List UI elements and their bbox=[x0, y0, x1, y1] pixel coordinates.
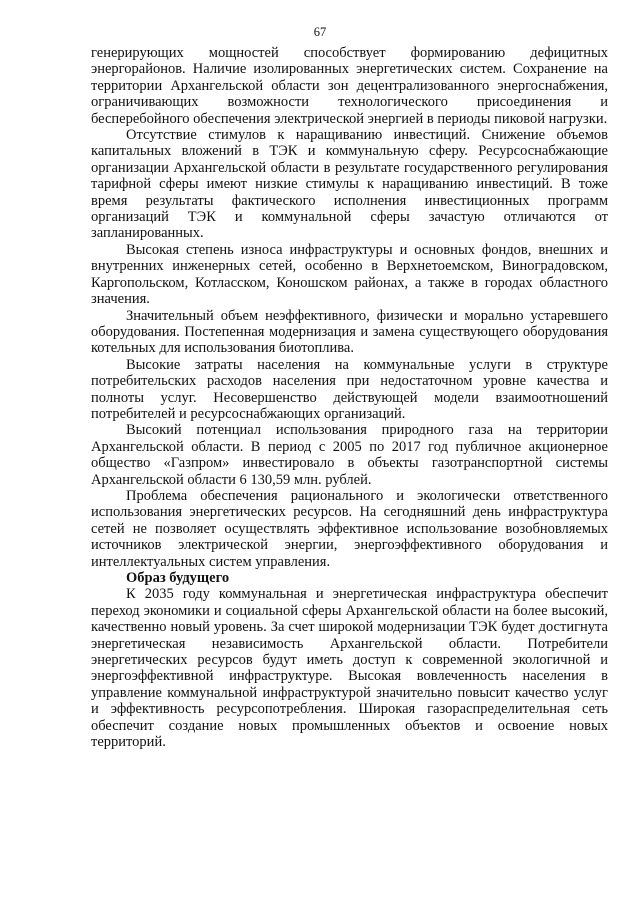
paragraph: Высокие затраты населения на коммунальные услуги в структуре потребительских расходов населения при недостаточном уровне качества и полноты услуг. Несовершенство действующей модели взаимоотношений потребителей и ресурсоснабжающих организаций. bbox=[91, 356, 608, 422]
page-number: 67 bbox=[313, 25, 327, 39]
section-paragraph: К 2035 году коммунальная и энергетическая инфраструктура обеспечит переход экономики и социальной сферы Архангельской области на более высокий, качественно новый уровень. За счет широкой модернизации ТЭК будет достигнута энергетическая независимость Архангельской области. Потребители энергетических ресурсов будут иметь доступ к современной экологичной и энергоэффективной инфраструктуре. Высокая вовлеченность населения в управление коммунальной инфраструктурой значительно повысит качество услуг и эффективность ресурсопотребления. Широкая газораспределительная сеть обеспечит создание новых промышленных объектов и освоение новых территорий. bbox=[91, 586, 608, 751]
paragraph: Высокий потенциал использования природного газа на территории Архангельской области. В период с 2005 по 2017 год публичное акционерное общество «Газпром» инвестировало в объекты газотранспортной системы Архангельской области 6 130,59 млн. рублей. bbox=[91, 422, 608, 488]
section-heading: Образ будущего bbox=[126, 570, 230, 586]
document-body bbox=[91, 45, 608, 750]
paragraph: Отсутствие стимулов к наращиванию инвестиций. Снижение объемов капитальных вложений в ТЭК и коммунальную сферу. Ресурсоснабжающие организации Архангельской области в результате государственного регулирования тарифной сферы имеют низкие стимулы к наращиванию инвестиций. В тоже время результаты фактического исполнения инвестиционных программ организаций ТЭК и коммунальной сферы зачастую отличаются от запланированных. bbox=[91, 127, 608, 242]
paragraph: Высокая степень износа инфраструктуры и основных фондов, внешних и внутренних инженерных сетей, особенно в Верхнетоемском, Виноградовском, Каргопольском, Котласском, Коношском районах, а также в городах областного значения. bbox=[91, 241, 608, 308]
paragraph: Значительный объем неэффективного, физически и морально устаревшего оборудования. Постепенная модернизация и замена существующего оборудования котельных для использования биотоплива. bbox=[91, 307, 608, 357]
paragraph-continued: генерирующих мощностей способствует формированию дефицитных энергорайонов. Наличие изолированных энергетических систем. Сохранение на территории Архангельской области зон децентрализованного энергоснабжения, ограничивающих возможности технологического присоединения и бесперебойного обеспечения электрической энергией в периоды пиковой нагрузки. bbox=[91, 45, 608, 127]
paragraph: Проблема обеспечения рационального и экологически ответственного использования энергетических ресурсов. На сегодняшний день инфраструктура сетей не позволяет осуществлять эффективное использование возобновляемых источников электрической энергии, энергоэффективного оборудования и интеллектуальных систем управления. bbox=[91, 487, 608, 570]
